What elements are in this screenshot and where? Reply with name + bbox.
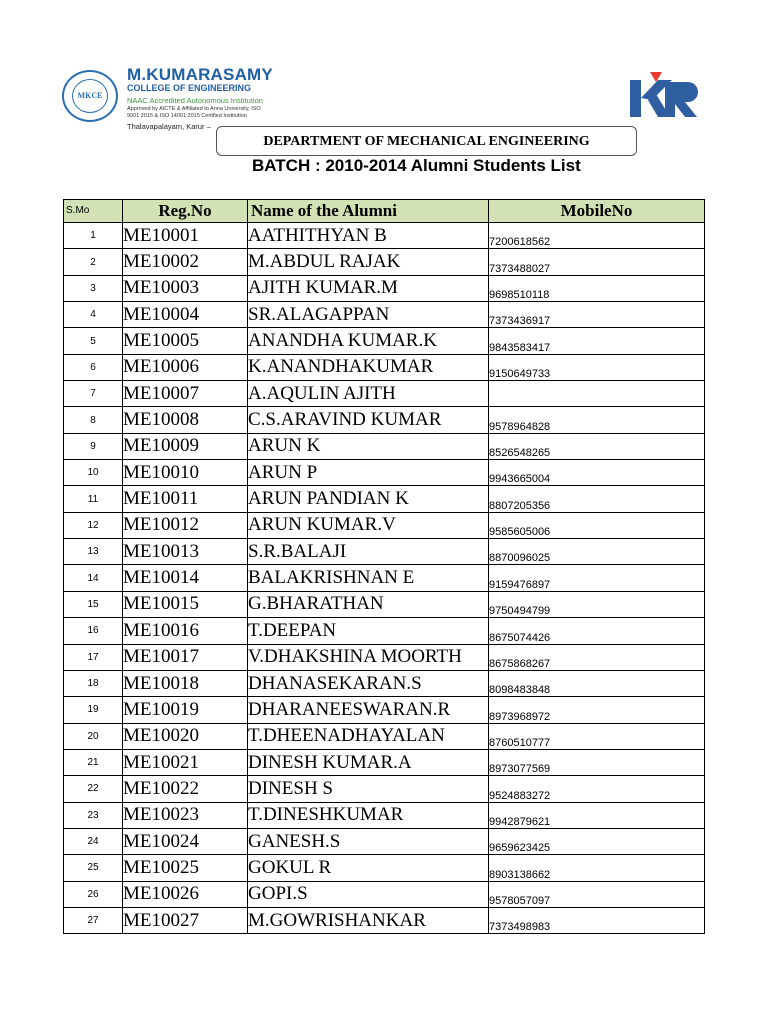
table-row: [64, 881, 705, 907]
reg-no-cell: ME10014: [123, 565, 248, 591]
reg-no-cell: ME10005: [123, 328, 248, 354]
table-header-row: [64, 200, 705, 223]
serial-number-cell: 18: [64, 670, 123, 696]
alumni-name-cell: S.R.BALAJI: [248, 539, 489, 565]
kr-logo-r: [665, 82, 698, 117]
reg-no-cell: ME10009: [123, 433, 248, 459]
alumni-name-cell: T.DEEPAN: [248, 618, 489, 644]
mobile-cell: 9942879621: [489, 802, 705, 828]
alumni-name-cell: K.ANANDHAKUMAR: [248, 354, 489, 380]
header-reg-no: Reg.No: [123, 200, 248, 223]
serial-number-cell: 23: [64, 802, 123, 828]
table-row: [64, 486, 705, 512]
table-row: [64, 697, 705, 723]
seal-emblem-icon: MKCE: [72, 79, 108, 113]
mobile-cell: [489, 381, 705, 407]
mobile-cell: 9750494799: [489, 591, 705, 617]
mobile-cell: 9698510118: [489, 275, 705, 301]
serial-number-cell: 4: [64, 302, 123, 328]
reg-no-cell: ME10013: [123, 539, 248, 565]
table-row: [64, 828, 705, 854]
reg-no-cell: ME10011: [123, 486, 248, 512]
reg-no-cell: ME10019: [123, 697, 248, 723]
alumni-name-cell: C.S.ARAVIND KUMAR: [248, 407, 489, 433]
alumni-name-cell: DHANASEKARAN.S: [248, 670, 489, 696]
mobile-cell: 9578057097: [489, 881, 705, 907]
table-row: [64, 723, 705, 749]
reg-no-cell: ME10022: [123, 776, 248, 802]
mobile-cell: 9585605006: [489, 512, 705, 538]
serial-number-cell: 2: [64, 249, 123, 275]
reg-no-cell: ME10001: [123, 223, 248, 249]
table-row: [64, 223, 705, 249]
alumni-name-cell: ARUN PANDIAN K: [248, 486, 489, 512]
table-row: [64, 591, 705, 617]
alumni-name-cell: GANESH.S: [248, 828, 489, 854]
reg-no-cell: ME10012: [123, 512, 248, 538]
alumni-name-cell: GOKUL R: [248, 855, 489, 881]
reg-no-cell: ME10024: [123, 828, 248, 854]
serial-number-cell: 8: [64, 407, 123, 433]
table-row: [64, 670, 705, 696]
department-title: DEPARTMENT OF MECHANICAL ENGINEERING: [216, 126, 637, 156]
table-row: [64, 855, 705, 881]
table-row: [64, 539, 705, 565]
institution-address: Thalavapalayam, Karur –: [127, 122, 211, 131]
alumni-name-cell: ARUN K: [248, 433, 489, 459]
alumni-name-cell: AATHITHYAN B: [248, 223, 489, 249]
college-subtitle: COLLEGE OF ENGINEERING: [127, 83, 252, 93]
header-alumni-name: Name of the Alumni: [248, 200, 489, 223]
serial-number-cell: 16: [64, 618, 123, 644]
alumni-name-cell: BALAKRISHNAN E: [248, 565, 489, 591]
serial-number-cell: 17: [64, 644, 123, 670]
mobile-cell: 8098483848: [489, 670, 705, 696]
serial-number-cell: 19: [64, 697, 123, 723]
serial-number-cell: 1: [64, 223, 123, 249]
table-row: [64, 618, 705, 644]
table-row: [64, 407, 705, 433]
serial-number-cell: 27: [64, 907, 123, 933]
reg-no-cell: ME10018: [123, 670, 248, 696]
reg-no-cell: ME10025: [123, 855, 248, 881]
mobile-cell: 9578964828: [489, 407, 705, 433]
mobile-cell: 8973077569: [489, 749, 705, 775]
mobile-cell: 9843583417: [489, 328, 705, 354]
naac-accreditation: NAAC Accredited Autonomous Institution: [127, 96, 263, 105]
table-row: [64, 354, 705, 380]
mobile-cell: 9150649733: [489, 354, 705, 380]
kr-logo: [628, 70, 704, 120]
reg-no-cell: ME10010: [123, 460, 248, 486]
reg-no-cell: ME10027: [123, 907, 248, 933]
reg-no-cell: ME10003: [123, 275, 248, 301]
table-row: [64, 328, 705, 354]
alumni-name-cell: M.ABDUL RAJAK: [248, 249, 489, 275]
table-row: [64, 249, 705, 275]
serial-number-cell: 12: [64, 512, 123, 538]
table-row: [64, 512, 705, 538]
mobile-cell: 8903138662: [489, 855, 705, 881]
reg-no-cell: ME10004: [123, 302, 248, 328]
reg-no-cell: ME10023: [123, 802, 248, 828]
reg-no-cell: ME10008: [123, 407, 248, 433]
alumni-name-cell: ARUN KUMAR.V: [248, 512, 489, 538]
table-row: [64, 275, 705, 301]
alumni-name-cell: ARUN P: [248, 460, 489, 486]
serial-number-cell: 26: [64, 881, 123, 907]
alumni-name-cell: T.DHEENADHAYALAN: [248, 723, 489, 749]
serial-number-cell: 9: [64, 433, 123, 459]
alumni-name-cell: G.BHARATHAN: [248, 591, 489, 617]
alumni-name-cell: DHARANEESWARAN.R: [248, 697, 489, 723]
serial-number-cell: 6: [64, 354, 123, 380]
alumni-name-cell: V.DHAKSHINA MOORTH: [248, 644, 489, 670]
kr-logo-k-stem: [630, 80, 641, 117]
college-seal-logo: [62, 70, 118, 122]
serial-number-cell: 5: [64, 328, 123, 354]
table-row: [64, 907, 705, 933]
alumni-name-cell: DINESH S: [248, 776, 489, 802]
reg-no-cell: ME10007: [123, 381, 248, 407]
reg-no-cell: ME10002: [123, 249, 248, 275]
table-row: [64, 460, 705, 486]
header-mobile-no: MobileNo: [489, 200, 705, 223]
serial-number-cell: 11: [64, 486, 123, 512]
reg-no-cell: ME10021: [123, 749, 248, 775]
mobile-cell: 8807205356: [489, 486, 705, 512]
mobile-cell: 9943665004: [489, 460, 705, 486]
mobile-cell: 8870096025: [489, 539, 705, 565]
alumni-name-cell: DINESH KUMAR.A: [248, 749, 489, 775]
serial-number-cell: 15: [64, 591, 123, 617]
mobile-cell: 8675868267: [489, 644, 705, 670]
serial-number-cell: 14: [64, 565, 123, 591]
table-row: [64, 381, 705, 407]
reg-no-cell: ME10017: [123, 644, 248, 670]
serial-number-cell: 7: [64, 381, 123, 407]
serial-number-cell: 10: [64, 460, 123, 486]
alumni-table: [63, 199, 705, 934]
batch-title: BATCH : 2010-2014 Alumni Students List: [252, 156, 581, 175]
reg-no-cell: ME10020: [123, 723, 248, 749]
mobile-cell: 8760510777: [489, 723, 705, 749]
header-serial-number: S.Mo: [64, 200, 123, 223]
reg-no-cell: ME10016: [123, 618, 248, 644]
mobile-cell: 7373498983: [489, 907, 705, 933]
reg-no-cell: ME10006: [123, 354, 248, 380]
table-row: [64, 644, 705, 670]
alumni-name-cell: GOPI.S: [248, 881, 489, 907]
serial-number-cell: 13: [64, 539, 123, 565]
serial-number-cell: 21: [64, 749, 123, 775]
reg-no-cell: ME10026: [123, 881, 248, 907]
serial-number-cell: 24: [64, 828, 123, 854]
serial-number-cell: 20: [64, 723, 123, 749]
mobile-cell: 8973968972: [489, 697, 705, 723]
table-row: [64, 565, 705, 591]
mobile-cell: 7373488027: [489, 249, 705, 275]
serial-number-cell: 25: [64, 855, 123, 881]
table-row: [64, 776, 705, 802]
mobile-cell: 9524883272: [489, 776, 705, 802]
approval-text: Approved by AICTE & Affiliated to Anna University, ISO 9001:2015 & ISO 14001:2015 Certified Institution: [127, 106, 261, 119]
mobile-cell: 8675074426: [489, 618, 705, 644]
table-row: [64, 433, 705, 459]
alumni-name-cell: T.DINESHKUMAR: [248, 802, 489, 828]
mobile-cell: 9159476897: [489, 565, 705, 591]
table-row: [64, 802, 705, 828]
mobile-cell: 8526548265: [489, 433, 705, 459]
mobile-cell: 9659623425: [489, 828, 705, 854]
alumni-name-cell: SR.ALAGAPPAN: [248, 302, 489, 328]
serial-number-cell: 22: [64, 776, 123, 802]
alumni-name-cell: AJITH KUMAR.M: [248, 275, 489, 301]
serial-number-cell: 3: [64, 275, 123, 301]
table-row: [64, 302, 705, 328]
alumni-name-cell: ANANDHA KUMAR.K: [248, 328, 489, 354]
reg-no-cell: ME10015: [123, 591, 248, 617]
alumni-name-cell: M.GOWRISHANKAR: [248, 907, 489, 933]
mobile-cell: 7373436917: [489, 302, 705, 328]
table-row: [64, 749, 705, 775]
mobile-cell: 7200618562: [489, 223, 705, 249]
alumni-name-cell: A.AQULIN AJITH: [248, 381, 489, 407]
institution-name: M.KUMARASAMY: [127, 65, 273, 84]
